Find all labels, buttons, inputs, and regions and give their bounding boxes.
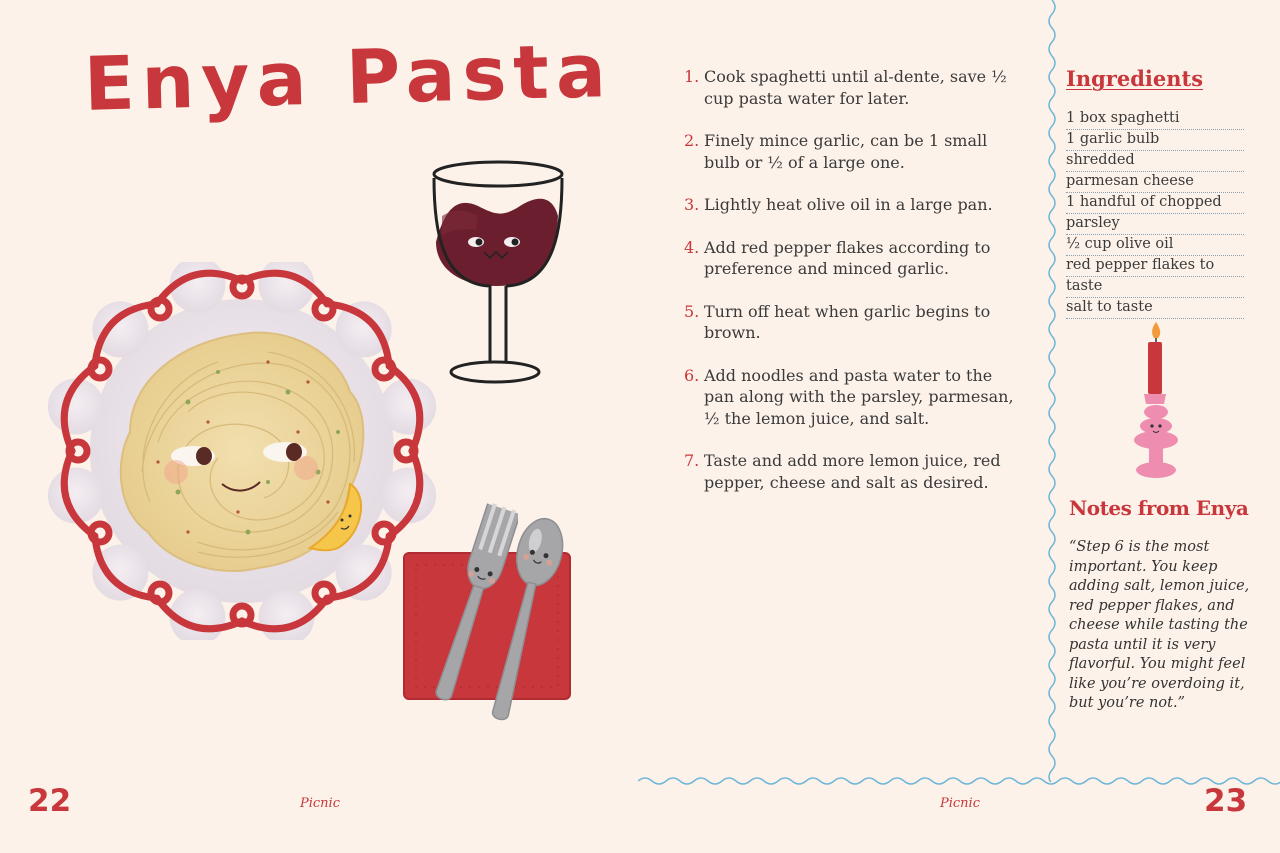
recipe-step xyxy=(684,237,1014,280)
step-number: 5. xyxy=(684,301,700,321)
recipe-steps xyxy=(684,66,1014,514)
recipe-step xyxy=(684,365,1014,430)
step-text: Cook spaghetti until al-dente, save ½ cup pasta water for later. xyxy=(704,67,1007,108)
step-text: Finely mince garlic, can be 1 small bulb or ½ of a large one. xyxy=(704,131,988,172)
step-text: Lightly heat olive oil in a large pan. xyxy=(704,195,993,214)
step-number: 2. xyxy=(684,131,700,150)
recipe-step xyxy=(684,301,1014,344)
ingredient-item: taste xyxy=(1066,277,1244,298)
step-number: 4. xyxy=(684,237,700,257)
ingredient-item: 1 handful of chopped xyxy=(1066,193,1244,214)
wavy-divider-horizontal xyxy=(638,774,1280,788)
pasta-plate-icon xyxy=(38,262,446,640)
recipe-step xyxy=(684,130,1014,173)
notes-heading: Notes from Enya xyxy=(1069,496,1249,520)
right-section-label: Picnic xyxy=(940,796,980,811)
recipe-title: Enya Pasta xyxy=(82,28,614,128)
recipe-step xyxy=(684,66,1014,109)
wavy-divider-vertical xyxy=(1044,0,1060,782)
ingredient-item: parsley xyxy=(1066,214,1244,235)
left-page-number: 22 xyxy=(28,783,72,819)
step-text: Add noodles and pasta water to the pan along with the parsley, parmesan, ½ the lemon juice, and salt. xyxy=(704,365,1014,428)
ingredients-heading: Ingredients xyxy=(1066,66,1204,91)
right-page-number: 23 xyxy=(1204,783,1248,819)
ingredients-list xyxy=(1066,109,1244,319)
ingredient-item: shredded xyxy=(1066,151,1244,172)
candle-icon xyxy=(1130,322,1186,482)
ingredient-item: 1 box spaghetti xyxy=(1066,109,1244,130)
ingredient-item: red pepper flakes to xyxy=(1066,256,1244,277)
step-number: 6. xyxy=(684,365,700,385)
step-number: 1. xyxy=(684,67,700,86)
step-text: Taste and add more lemon juice, red pepper, cheese and salt as desired. xyxy=(704,451,1001,492)
left-section-label: Picnic xyxy=(300,796,340,811)
step-number: 3. xyxy=(684,195,700,214)
ingredient-item: salt to taste xyxy=(1066,298,1244,319)
recipe-step xyxy=(684,450,1014,493)
wine-glass-icon xyxy=(428,156,568,388)
ingredient-item: ½ cup olive oil xyxy=(1066,235,1244,256)
step-number: 7. xyxy=(684,451,700,470)
notes-body: “Step 6 is the most important. You keep adding salt, lemon juice, red pepper flakes, and cheese while tasting the pasta until it is very flavorful. You might feel like you’re overdoing it, but you’re not.” xyxy=(1069,539,1250,711)
step-text: Add red pepper flakes according to preference and minced garlic. xyxy=(704,237,991,278)
ingredient-item: 1 garlic bulb xyxy=(1066,130,1244,151)
ingredient-item: parmesan cheese xyxy=(1066,172,1244,193)
step-text: Turn off heat when garlic begins to brown. xyxy=(704,301,991,342)
recipe-step xyxy=(684,194,1014,216)
spoon-icon xyxy=(478,512,568,726)
